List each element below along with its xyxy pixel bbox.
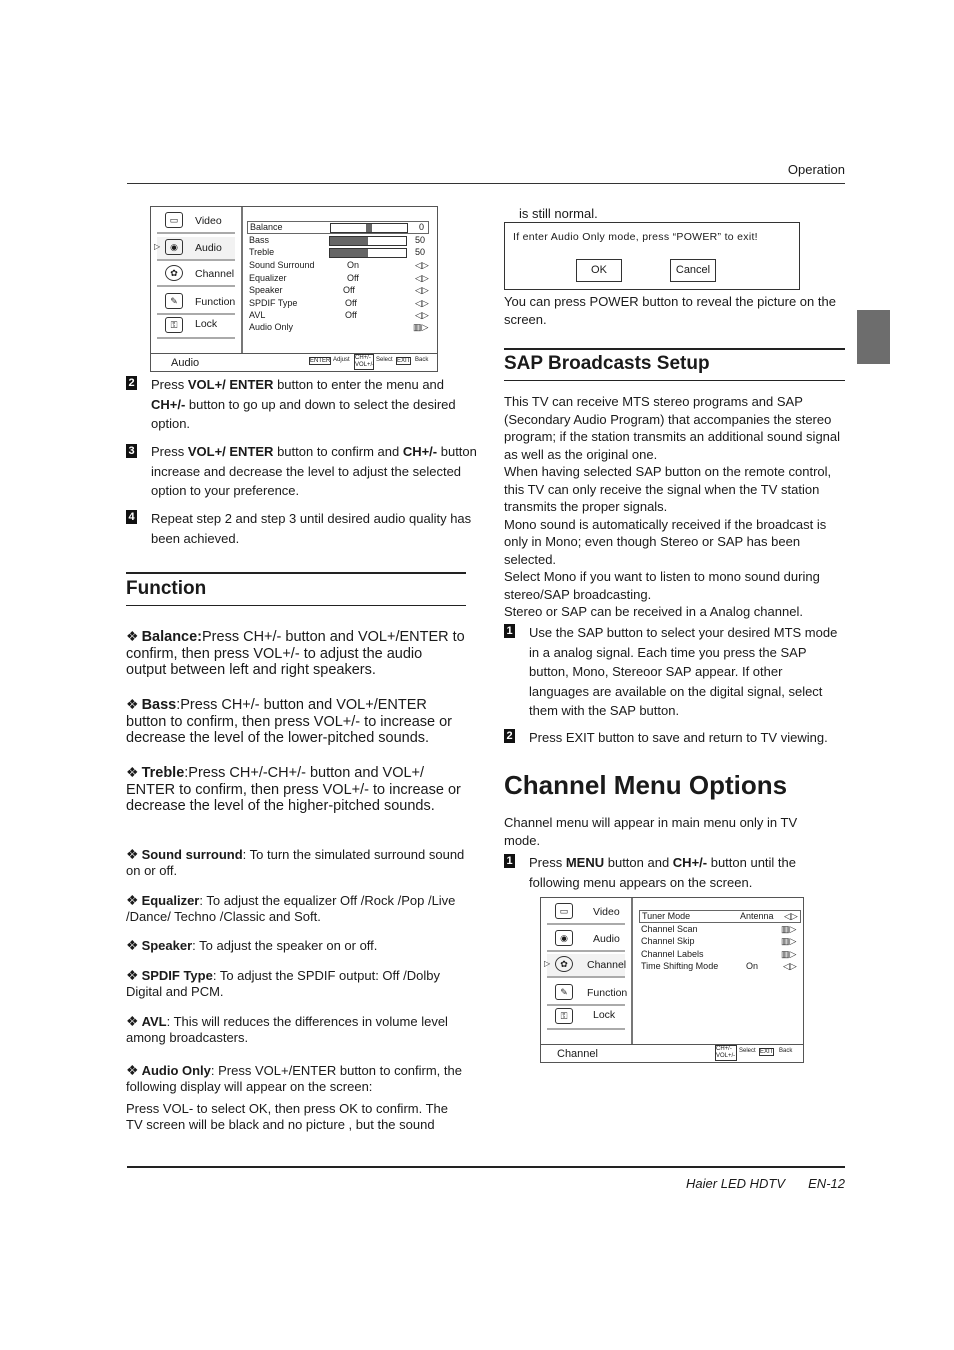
dialog-message: If enter Audio Only mode, press “POWER” to exit! [513,231,758,243]
setting-value: On [746,961,759,971]
arrows-icon: ◁▷ [783,961,797,971]
step-number: 3 [126,444,137,458]
key-exit: EXIT [397,358,411,364]
menu-label: Function [587,987,628,999]
enter-arrow-icon: ▥▷ [781,924,797,934]
function-item-equalizer: ❖ Equalizer: To adjust the equalizer Off /Rock /Pop /Live /Dance/ Techno /Classic and Soft. [126,892,456,924]
setting-row-bass [247,235,427,247]
setting-row-audio-only [247,322,431,334]
bullet-icon: ❖ [126,696,139,712]
audio-only-dialog [504,222,800,290]
menu-label: Video [195,215,222,227]
divider [504,348,845,350]
channel-intro: Channel menu will appear in main menu only in TV mode. [504,815,798,848]
setting-value: 0 [419,222,425,232]
function-item-speaker: ❖ Speaker: To adjust the speaker on or off. [126,937,378,953]
setting-row-speaker [247,285,431,297]
function-item-balance: ❖ Balance:Press CH+/- button and VOL+/ENTER to confirm, then press VOL+/- to adjust the audio output between left and right speakers. [126,628,465,678]
section-tab [857,310,890,364]
key-hint: Back [415,357,429,363]
audio-only-instructions: Press VOL- to select OK, then press OK to confirm. The TV screen will be black and no picture , but the sound [126,1101,448,1132]
bullet-icon: ❖ [126,628,139,644]
setting-value: 50 [415,235,426,245]
treble-bar [329,248,407,258]
bullet-icon: ❖ [126,892,139,908]
step-4: Repeat step 2 and step 3 until desired audio quality has been achieved. [151,511,472,546]
function-item-avl: ❖ AVL: This will reduces the differences in volume level among broadcasters. [126,1013,448,1045]
menu-item-video [157,210,235,234]
setting-row-channel-labels [639,949,799,961]
menu-label: Lock [195,318,218,330]
cancel-button[interactable]: Cancel [670,259,716,282]
bullet-icon: ❖ [126,846,139,862]
setting-value: Off [343,285,355,295]
lock-icon: ⚿ [555,1008,573,1024]
setting-label: AVL [249,310,266,320]
channel-settings-list [639,910,801,990]
section-title-channel: Channel Menu Options [504,770,788,800]
section-label: Operation [787,162,845,177]
step-3: Press VOL+/ ENTER button to confirm and CH+/- button increase and decrease the level to adjust the selected option to your preference. [151,444,477,498]
lock-icon: ⚿ [165,317,183,333]
setting-label: SPDIF Type [249,298,298,308]
setting-label: Time Shifting Mode [641,961,719,971]
page-number: EN-12 [808,1176,845,1191]
step-number: 1 [504,854,515,868]
setting-row-treble [247,247,427,259]
setting-label: Bass [249,235,270,245]
video-icon: ▭ [165,212,183,228]
setting-value: 50 [415,247,426,257]
paragraph: When having selected SAP button on the remote control, this TV can only receive the signal when the TV station transmits the proper signals. [504,464,832,514]
channel-menu-screen [540,897,804,1063]
setting-label: Balance [250,222,283,232]
sap-body [504,393,846,621]
setting-label: Channel Scan [641,924,698,934]
sap-step-1: Use the SAP button to select your desired MTS mode in a analog signal. Each time you press the SAP button, Mono, Stereoor SAP appear. If other languages are available on the digital signal, select them with the SAP button. [529,625,838,718]
bullet-icon: ❖ [126,764,139,780]
step-number: 1 [504,624,515,638]
menu-label: Channel [195,268,235,280]
audio-settings-list [247,219,431,337]
setting-label: Channel Labels [641,949,704,959]
balance-bar [330,223,408,233]
menu-label: Video [593,906,620,918]
arrows-icon: ◁▷ [415,285,429,295]
menu-label: Audio [195,242,222,254]
menu-item-channel: ▷ ✿ Channel [547,954,625,978]
step-2: Press VOL+/ ENTER button to enter the menu and CH+/- button to go up and down to select the desired option. [151,377,456,431]
audio-menu-screen [150,206,438,372]
setting-row-tuner-mode [639,910,801,923]
function-item-audio-only: ❖ Audio Only: Press VOL+/ENTER button to confirm, the following display will appear on the screen: [126,1062,462,1094]
setting-row-balance [247,221,429,234]
setting-value: Antenna [740,911,774,921]
menu-label: Audio [593,933,620,945]
bullet-icon: ❖ [126,937,139,953]
audio-only-instructions-cont: is still normal. [519,206,598,221]
function-item-treble: ❖ Treble:Press CH+/-CH+/- button and VOL+/ ENTER to confirm, then press VOL+/- to increase or decrease the level of the higher-pitched sounds. [126,764,461,814]
setting-value: Off [345,310,357,320]
setting-label: Treble [249,247,275,257]
menu-item-function [547,982,628,1006]
key-hint: Select [376,357,393,363]
menu-item-video [547,901,625,925]
section-title-function: Function [126,578,207,599]
step-number: 4 [126,510,137,524]
key-hint: Back [779,1048,793,1054]
bullet-icon: ❖ [126,1062,139,1078]
sap-step-2: Press EXIT button to save and return to TV viewing. [529,730,828,745]
setting-row-avl [247,310,431,322]
menu-label: Function [195,296,236,308]
footer-brand: Haier LED HDTV [686,1176,785,1191]
speaker-icon: ◉ [555,930,573,946]
function-item-sound-surround: ❖ Sound surround: To turn the simulated surround sound on or off. [126,846,465,878]
enter-arrow-icon: ▥▷ [413,322,429,332]
setting-label: Equalizer [249,273,287,283]
setting-row-time-shifting [639,961,799,973]
divider [126,605,466,606]
arrows-icon: ◁▷ [415,298,429,308]
key-ch-vol: CH+/- VOL+/- [716,1046,736,1059]
setting-value: On [347,260,360,270]
menu-footer-title: Audio [171,357,200,369]
page-footer [127,1166,845,1191]
setting-row-sound-surround [247,260,431,272]
bullet-icon: ❖ [126,1013,139,1029]
menu-item-channel [157,263,235,287]
paragraph: This TV can receive MTS stereo programs and SAP (Secondary Audio Program) that accompanies the stereo program; if the station transmits an additional sound signal as well as the original one. [504,394,841,462]
arrows-icon: ◁▷ [415,260,429,270]
channel-icon: ✿ [165,265,183,281]
menu-item-audio: ▷ ◉ Audio [157,237,235,261]
menu-label: Channel [587,959,627,971]
video-icon: ▭ [555,903,573,919]
speaker-icon: ◉ [165,239,183,255]
menu-item-lock [547,1006,625,1030]
setting-value: Off [347,273,359,283]
setting-row-spdif [247,298,431,310]
key-exit: EXIT [760,1049,774,1055]
setting-label: Audio Only [249,322,294,332]
key-ch-vol: CH+/- VOL+/- [355,355,375,368]
arrows-icon: ◁▷ [784,911,798,921]
menu-footer [541,1044,803,1062]
step-number: 2 [126,376,137,390]
paragraph: Mono sound is automatically received if the broadcast is only in Mono; even though Stereo or SAP has been selected. [504,516,827,567]
enter-arrow-icon: ▥▷ [781,936,797,946]
setting-row-channel-scan [639,924,799,936]
divider [126,572,466,574]
function-item-bass: ❖ Bass:Press CH+/- button and VOL+/ENTER button to confirm, then press VOL+/- to increase or decrease the level of the lower-pitched sounds. [126,696,453,746]
bass-bar [329,236,407,246]
function-icon: ✎ [165,293,183,309]
setting-value: Off [345,298,357,308]
step-number: 2 [504,729,515,743]
menu-item-audio [547,928,625,952]
function-item-spdif: ❖ SPDIF Type: To adjust the SPDIF output: Off /Dolby Digital and PCM. [126,967,440,999]
enter-arrow-icon: ▥▷ [781,949,797,959]
paragraph: Stereo or SAP can be received in a Analog channel. [504,604,803,619]
section-title-sap: SAP Broadcasts Setup [504,353,710,374]
key-hint: Select [739,1048,756,1054]
setting-label: Sound Surround [249,260,315,270]
key-enter: ENTER [310,358,331,364]
channel-icon: ✿ [555,956,573,972]
bullet-icon: ❖ [126,967,139,983]
power-note: You can press POWER button to reveal the picture on the screen. [504,294,836,327]
page-header [127,160,845,184]
setting-row-channel-skip [639,936,799,948]
ok-button[interactable]: OK [576,259,622,282]
menu-sidebar [541,898,633,1044]
menu-footer-title: Channel [557,1048,598,1060]
menu-item-lock [157,315,235,339]
menu-label: Lock [593,1009,616,1021]
key-hint: Adjust [333,357,350,363]
setting-label: Speaker [249,285,283,295]
arrows-icon: ◁▷ [415,310,429,320]
setting-label: Tuner Mode [642,911,691,921]
function-icon: ✎ [555,984,573,1000]
setting-label: Channel Skip [641,936,695,946]
setting-row-equalizer [247,273,431,285]
paragraph: Select Mono if you want to listen to mono sound during stereo/SAP broadcasting. [504,569,820,602]
menu-footer [151,353,437,371]
menu-sidebar [151,207,243,353]
divider [504,380,845,381]
menu-item-function [157,291,235,315]
arrows-icon: ◁▷ [415,273,429,283]
channel-step-1: Press MENU button and CH+/- button until the following menu appears on the screen. [529,855,797,890]
